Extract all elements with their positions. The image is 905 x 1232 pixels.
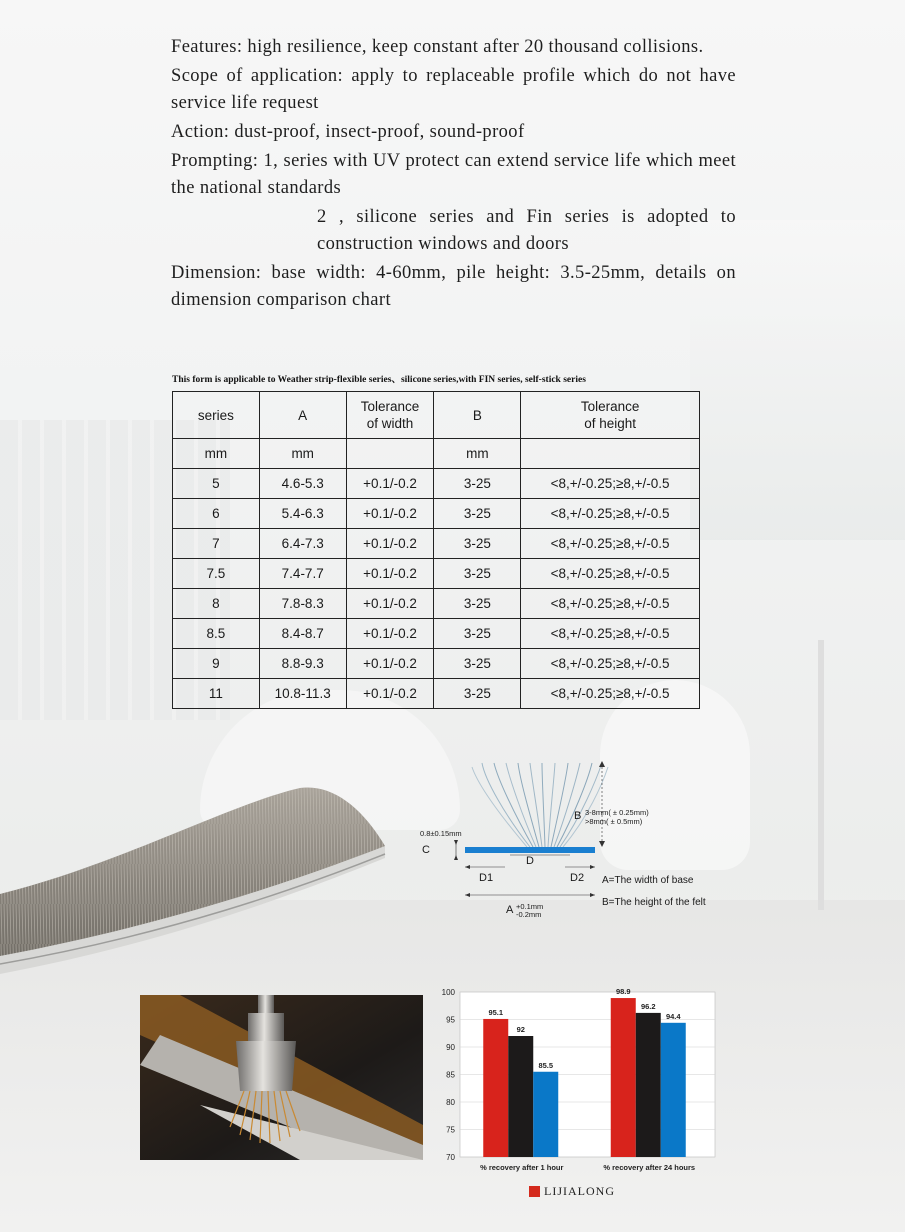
header-tolerance-height	[521, 392, 700, 439]
table-cell: <8,+/-0.25;≥8,+/-0.5	[521, 529, 700, 559]
header-tolerance-width	[346, 392, 434, 439]
label-d2: D2	[570, 872, 585, 884]
background-lamp	[818, 640, 824, 910]
table-cell: +0.1/-0.2	[346, 559, 434, 589]
table-cell: 6	[173, 499, 260, 529]
header-tolerance-width-line2: of width	[366, 416, 414, 431]
table-cell: 6.4-7.3	[259, 529, 346, 559]
label-d1: D1	[479, 872, 494, 884]
table-cell: 3-25	[434, 679, 521, 709]
table-cell: 4.6-5.3	[259, 469, 346, 499]
table-cell: 8.8-9.3	[259, 649, 346, 679]
chart-data-label: 98.9	[615, 987, 631, 997]
chart-data-label: 95.1	[488, 1007, 504, 1017]
scope-text: Scope of application: apply to replaceable profile which do not have service life request	[171, 66, 736, 113]
table-cell: 3-25	[434, 469, 521, 499]
table-cell: 10.8-11.3	[259, 679, 346, 709]
chart-category-label: % recovery after 1 hour	[480, 1163, 564, 1172]
table-cell: 3-25	[434, 499, 521, 529]
c-value: 0.8±0.15mm	[420, 829, 462, 838]
chart-y-tick-label: 100	[441, 988, 455, 997]
weatherstrip-photo	[0, 784, 395, 974]
recovery-bar-chart	[430, 982, 720, 1182]
table-cell: <8,+/-0.25;≥8,+/-0.5	[521, 589, 700, 619]
a-plus: +0.1mm	[516, 902, 544, 911]
table-cell: <8,+/-0.25;≥8,+/-0.5	[521, 649, 700, 679]
table-cell: 7.8-8.3	[259, 589, 346, 619]
label-a: A	[506, 904, 514, 916]
legend-a: A=The width of base	[602, 875, 694, 886]
table-cell: <8,+/-0.25;≥8,+/-0.5	[521, 559, 700, 589]
table-row	[173, 679, 700, 709]
chart-bar	[483, 1019, 508, 1157]
unit-cell: mm	[259, 439, 346, 469]
table-cell: 7.5	[173, 559, 260, 589]
action-text: Action: dust-proof, insect-proof, sound-proof	[171, 122, 525, 142]
table-units-row	[173, 439, 700, 469]
dimension-table	[172, 391, 700, 709]
table-row	[173, 589, 700, 619]
strip-base	[465, 847, 595, 853]
table-cell: <8,+/-0.25;≥8,+/-0.5	[521, 499, 700, 529]
table-cell: 5	[173, 469, 260, 499]
intro-text	[171, 34, 736, 314]
chart-category-label: % recovery after 24 hours	[603, 1163, 696, 1172]
table-cell: +0.1/-0.2	[346, 499, 434, 529]
table-cell: +0.1/-0.2	[346, 469, 434, 499]
header-tolerance-width-line1: Tolerance	[360, 399, 420, 414]
a-minus: -0.2mm	[516, 910, 542, 919]
header-series: series	[173, 392, 260, 439]
table-cell: 7	[173, 529, 260, 559]
header-b: B	[434, 392, 521, 439]
dimension-text: Dimension: base width: 4-60mm, pile height: 3.5-25mm, details on dimension comparison chart	[171, 263, 736, 310]
table-cell: 3-25	[434, 589, 521, 619]
table-row	[173, 499, 700, 529]
chart-y-tick-label: 80	[446, 1098, 455, 1107]
table-cell: +0.1/-0.2	[346, 529, 434, 559]
label-c: C	[422, 844, 430, 856]
chart-bar	[636, 1013, 661, 1157]
table-cell: <8,+/-0.25;≥8,+/-0.5	[521, 469, 700, 499]
chart-y-tick-label: 90	[446, 1043, 455, 1052]
table-cell: +0.1/-0.2	[346, 619, 434, 649]
header-a: A	[259, 392, 346, 439]
label-d: D	[526, 855, 534, 867]
table-cell: 8.5	[173, 619, 260, 649]
chart-y-tick-label: 95	[446, 1015, 455, 1025]
table-row	[173, 649, 700, 679]
table-cell: 8.4-8.7	[259, 619, 346, 649]
table-cell: +0.1/-0.2	[346, 649, 434, 679]
table-row	[173, 529, 700, 559]
table-cell: <8,+/-0.25;≥8,+/-0.5	[521, 619, 700, 649]
unit-cell: mm	[173, 439, 260, 469]
chart-bar	[661, 1023, 686, 1157]
prompting-2-text: 2 , silicone series and Fin series is adopted to construction windows and doors	[317, 207, 736, 254]
chart-data-label: 96.2	[640, 1001, 656, 1011]
table-row	[173, 469, 700, 499]
brush-application-photo	[140, 995, 423, 1160]
brand-name: LIJIALONG	[544, 1184, 615, 1198]
unit-cell	[346, 439, 434, 469]
chart-bar	[533, 1072, 558, 1157]
table-cell: <8,+/-0.25;≥8,+/-0.5	[521, 679, 700, 709]
table-body	[173, 469, 700, 709]
brand	[529, 1184, 615, 1199]
chart-data-label: 94.4	[665, 1011, 681, 1021]
header-tolerance-height-line2: of height	[584, 416, 636, 431]
header-tolerance-height-line1: Tolerance	[580, 399, 640, 414]
table-cell: +0.1/-0.2	[346, 679, 434, 709]
table-row	[173, 559, 700, 589]
chart-bar	[508, 1036, 533, 1157]
table-caption: This form is applicable to Weather strip-flexible series、silicone series,with FIN series, self-stick series	[172, 375, 586, 385]
chart-bar	[611, 998, 636, 1157]
table-cell: 8	[173, 589, 260, 619]
table-cell: 3-25	[434, 529, 521, 559]
table-cell: 9	[173, 649, 260, 679]
chart-data-label: 85.5	[538, 1060, 554, 1070]
chart-y-tick-label: 75	[446, 1125, 455, 1135]
table-header-row	[173, 392, 700, 439]
chart-y-tick-label: 85	[446, 1070, 455, 1080]
cross-section-diagram	[410, 755, 730, 925]
table-cell: 3-25	[434, 619, 521, 649]
chart-data-label: 92	[516, 1025, 525, 1034]
table-cell: 7.4-7.7	[259, 559, 346, 589]
table-row	[173, 619, 700, 649]
table-cell: 11	[173, 679, 260, 709]
b-tolerance-line2: >8mm( ± 0.5mm)	[585, 817, 643, 826]
brand-logo-mark	[529, 1186, 540, 1197]
felt-fibers	[472, 763, 608, 847]
unit-cell: mm	[434, 439, 521, 469]
unit-cell	[521, 439, 700, 469]
b-tolerance-line1: 3-8mm( ± 0.25mm)	[585, 808, 649, 817]
table-cell: 3-25	[434, 559, 521, 589]
table-cell: 3-25	[434, 649, 521, 679]
chart-y-tick-label: 70	[446, 1153, 455, 1162]
table-cell: +0.1/-0.2	[346, 589, 434, 619]
prompting-1-text: Prompting: 1, series with UV protect can extend service life which meet the national standards	[171, 151, 736, 198]
table-cell: 5.4-6.3	[259, 499, 346, 529]
features-text: Features: high resilience, keep constant after 20 thousand collisions.	[171, 37, 704, 57]
legend-b: B=The height of the felt	[602, 897, 706, 908]
label-b: B	[574, 810, 582, 822]
